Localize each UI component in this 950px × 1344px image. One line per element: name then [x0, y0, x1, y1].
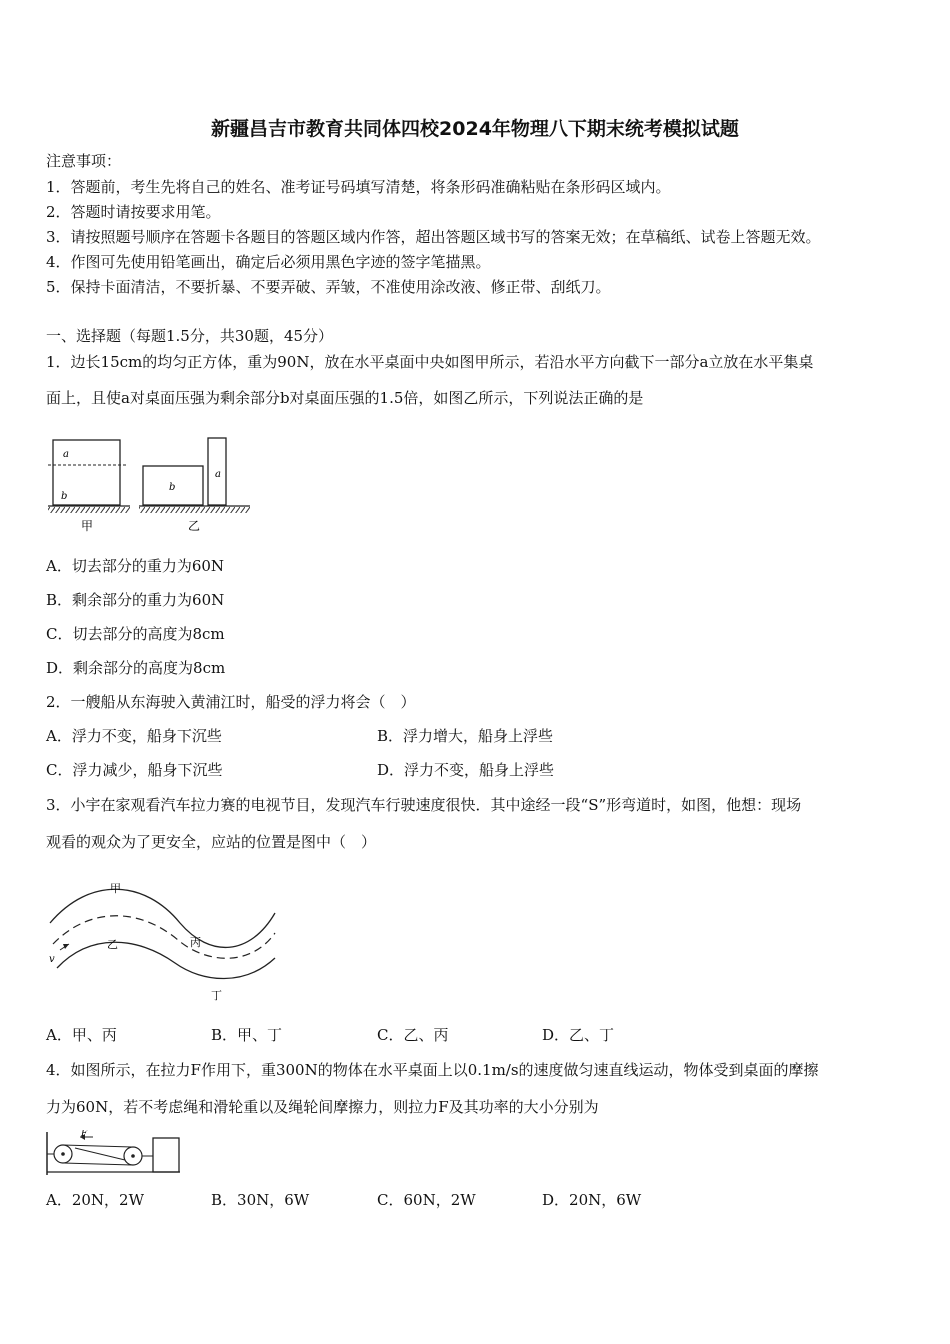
- road-outer-edge: [50, 889, 275, 947]
- q4-stem-line1: 4．如图所示，在拉力F作用下，重300N的物体在水平桌面上以0.1m/s的速度做匀速直线运动，物体受到桌面的摩擦: [46, 1061, 819, 1079]
- q2-option-c: C．浮力减少，船身下沉些: [46, 761, 223, 779]
- q1-option-c: C．切去部分的高度为8cm: [46, 625, 225, 643]
- label-ding: 丁: [211, 989, 222, 1002]
- q3-option-b: B．甲、丁: [211, 1026, 283, 1044]
- section-heading: 一、选择题（每题1.5分，共30题，45分）: [46, 327, 334, 345]
- label-jia: 甲: [110, 882, 121, 895]
- q1-stem-line2: 面上，且使a对桌面压强为剩余部分b对桌面压强的1.5倍，如图乙所示，下列说法正确的是: [46, 389, 644, 407]
- rope-middle: [75, 1148, 125, 1160]
- q3-figure: [45, 878, 280, 1003]
- q2-stem: 2．一艘船从东海驶入黄浦江时，船受的浮力将会（ ）: [46, 693, 416, 711]
- object-block: [153, 1138, 179, 1172]
- rope-bottom: [63, 1163, 133, 1165]
- q3-option-d: D．乙、丁: [542, 1026, 615, 1044]
- label-b-jia: b: [61, 491, 68, 502]
- q2-option-a: A．浮力不变，船身下沉些: [46, 727, 222, 745]
- q1-option-b: B．剩余部分的重力为60N: [46, 591, 225, 609]
- label-a-jia: a: [63, 449, 69, 460]
- q3-option-c: C．乙、丙: [377, 1026, 449, 1044]
- label-f: F: [81, 1130, 88, 1139]
- q1-option-a: A．切去部分的重力为60N: [46, 557, 225, 575]
- label-v: v: [49, 954, 55, 965]
- q4-option-a: A．20N，2W: [46, 1191, 145, 1209]
- q2-option-d: D．浮力不变，船身上浮些: [377, 761, 555, 779]
- road-center-line: [53, 916, 275, 959]
- notes-heading: 注意事项：: [46, 152, 122, 170]
- q1-option-d: D．剩余部分的高度为8cm: [46, 659, 226, 677]
- note-item: 5．保持卡面清洁，不要折暴、不要弄破、弄皱，不准使用涂改液、修正带、刮纸刀。: [46, 278, 611, 296]
- road-inner-edge: [57, 942, 275, 978]
- q2-option-b: B．浮力增大，船身上浮些: [377, 727, 554, 745]
- q4-option-b: B．30N，6W: [211, 1191, 310, 1209]
- q4-stem-line2: 力为60N，若不考虑绳和滑轮重以及绳轮间摩擦力，则拉力F及其功率的大小分别为: [46, 1098, 599, 1116]
- note-item: 1．答题前，考生先将自己的姓名、准考证号码填写清楚，将条形码准确粘贴在条形码区域内。: [46, 178, 671, 196]
- q1-stem-line1: 1．边长15cm的均匀正方体，重为90N，放在水平桌面中央如图甲所示，若沿水平方向截下一部分a立放在水平集桌: [46, 353, 814, 371]
- page-title: 新疆昌吉市教育共同体四校2024年物理八下期末统考模拟试题: [211, 118, 739, 140]
- fixed-pulley-axle: [61, 1152, 65, 1156]
- label-b-yi: b: [169, 482, 176, 493]
- q4-option-c: C．60N，2W: [377, 1191, 476, 1209]
- q1-figure: [45, 430, 265, 536]
- q3-stem-line2: 观看的观众为了更安全，应站的位置是图中（ ）: [46, 833, 377, 851]
- label-a-yi: a: [215, 469, 221, 480]
- note-item: 2．答题时请按要求用笔。: [46, 203, 221, 221]
- label-yi: 乙: [107, 938, 118, 951]
- ground-hatch-right: [139, 507, 250, 513]
- q4-figure: [45, 1130, 185, 1180]
- arrow-head: [63, 944, 69, 949]
- note-item: 3．请按照题号顺序在答题卡各题目的答题区域内作答，超出答题区域书写的答案无效；在草稿纸、试卷上答题无效。: [46, 228, 821, 246]
- note-item: 4．作图可先使用铅笔画出，确定后必须用黑色字迹的签字笔描黑。: [46, 253, 491, 271]
- q3-option-a: A．甲、丙: [46, 1026, 117, 1044]
- ground-hatch-left: [48, 507, 130, 513]
- rope-top: [63, 1145, 133, 1147]
- moving-pulley-axle: [131, 1154, 135, 1158]
- caption-yi: 乙: [188, 519, 201, 533]
- caption-jia: 甲: [81, 519, 94, 533]
- q4-option-d: D．20N，6W: [542, 1191, 642, 1209]
- q3-stem-line1: 3．小宇在家观看汽车拉力赛的电视节目，发现汽车行驶速度很快．其中途经一段“S”形弯道时，如图，他想：现场: [46, 796, 802, 814]
- label-bing: 丙: [190, 936, 201, 949]
